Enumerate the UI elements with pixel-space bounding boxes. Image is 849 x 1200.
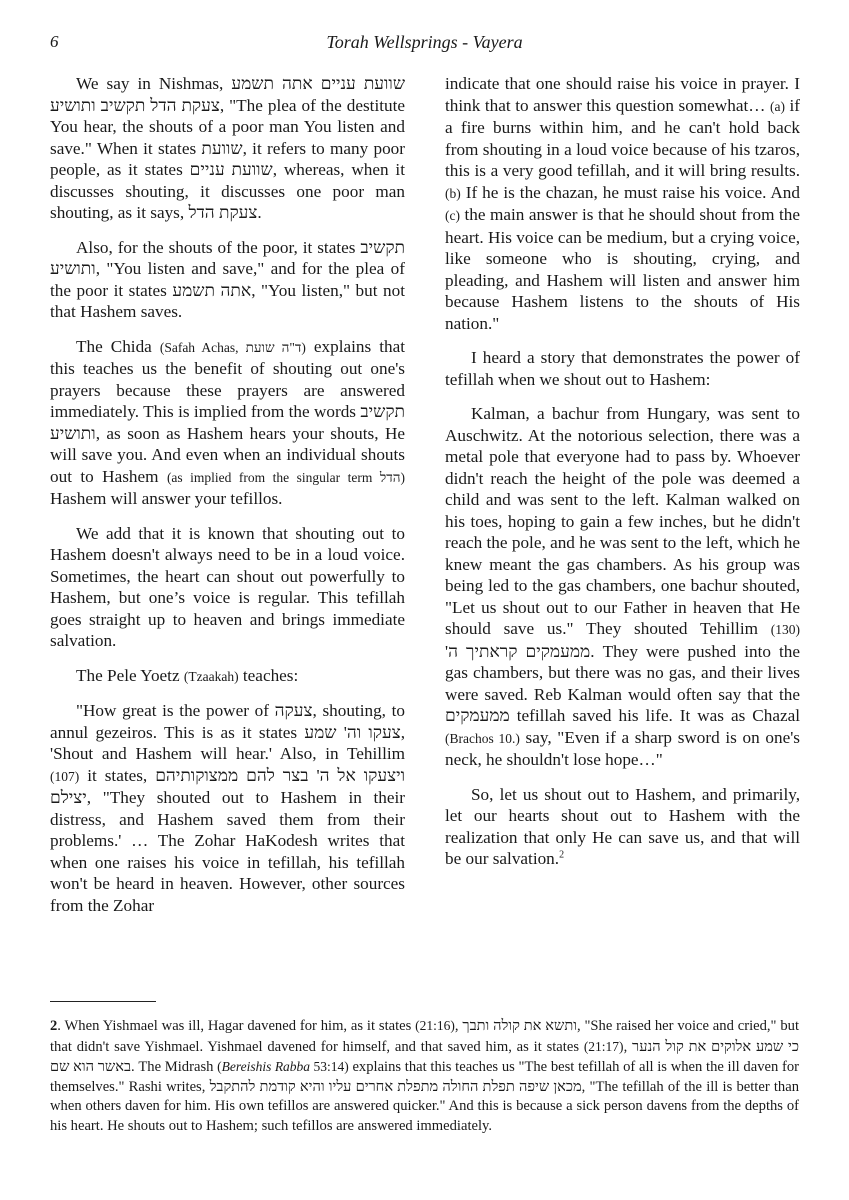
paragraph-chida: The Chida (Safah Achas, ד"ה שועת) explains that this teaches us the benefit of shouting out one's prayers because these prayers are answered immediately. This is implied from the words תקשיב ותושיע, as soon as Hashem hears your shouts, He will save you. And even when an individual shouts out to Hashem (as implied from the singular term הדל) Hashem will answer your tefillos. <box>50 336 406 508</box>
footnote-reference[interactable]: 2 <box>559 849 565 861</box>
paragraph-story-intro: I heard a story that demonstrates the power of tefillah when we shout out to Hashem: <box>445 348 800 389</box>
paragraph-kalman-story: Kalman, a bachur from Hungary, was sent to Auschwitz. At the notorious selection, there was a metal pole that everyone had to pass by. Whoever didn't reach the height of the pole was deemed a child and was sent to the left. Kalman walked on his toes, hoping to gain a few inches, but he didn't reach the pole, and he was sent to the left, which he knew meant the gas chambers. As his group was being led to the gas chambers, one bachur shouted, "Let us shout out to our Father in heaven that He should save us." They shouted Tehillim (130) ממעמקים קראתיך ה'. They were pushed into the gas chambers, but there was no gas, and their lives were saved. Reb Kalman would often say that the ממעמקים tefillah saved his life. It was as Chazal (Brachos 10.) say, "Even if a sharp sword is on one's neck, he shouldn't lose hope…" <box>445 404 801 769</box>
right-column <box>445 73 800 883</box>
footnote-divider <box>50 1001 156 1002</box>
footnote-number: 2 <box>50 1018 58 1034</box>
paragraph-conclusion: So, let us shout out to Hashem, and primarily, let our hearts shout out to Hashem with the realization that only He can save us, and that will be our salvation.$^2$ <box>445 784 800 868</box>
paragraph-shouts-of-poor: Also, for the shouts of the poor, it states תקשיב ותושיע, "You listen and save," and for the plea of the poor it states אתה תשמע, "You listen," but not that Hashem saves. <box>50 237 405 321</box>
paragraph-quote-start: "How great is the power of צעקה, shouting, to annul gezeiros. This is as it states צעקו וה' שמע, 'Shout and Hashem will hear.' Also, in Tehillim (107) it states, ויצעקו אל ה' בצר להם ממצוקותיהם יצילם, "They shouted out to Hashem in their distress, and Hashem saved them from their problems.' … The Zohar HaKodesh writes that when one raises his voice in tefillah, his tefillah won't be heard in heaven. However, other sources from the Zohar <box>50 701 406 915</box>
running-title: Torah Wellsprings - Vayera <box>326 32 523 52</box>
left-column <box>50 73 405 929</box>
page-header <box>50 32 799 56</box>
paragraph-quote-continued: indicate that one should raise his voice in prayer. I think that to answer this question somewhat… (a) if a fire burns within him, and he can't hold back from shouting in a loud voice because of his tzaros, this is a very good tefillah, and it will bring results. (b) If he is the chazan, he must raise his voice. And (c) the main answer is that he should shout from the heart. His voice can be medium, but a crying voice, like someone who is shouting, crying, and pleading, and Hashem will listen and answer him because Hashem listens to the shouts of His nation." <box>445 74 801 333</box>
paragraph-nishmas: We say in Nishmas, שוועת עניים אתה תשמע צעקת הדל תקשיב ותושיע, "The plea of the destitute You hear, the shouts of a poor man You listen and save." When it states שוועת, it refers to many poor people, as it states שוועת עניים, whereas, when it discusses shouting, it discusses one poor man shouting, as it says, צעקת הדל. <box>50 74 405 222</box>
page-number: 6 <box>50 32 59 51</box>
paragraph-pele-yoetz: The Pele Yoetz (Tzaakah) teaches: <box>76 665 299 685</box>
paragraph-heart-shout: We add that it is known that shouting out to Hashem doesn't always need to be in a loud voice. Sometimes, the heart can shout out powerfully to Hashem, but one’s voice is regular. This tefillah goes straight up to heaven and brings immediate salvation. <box>50 523 405 650</box>
footnote: 2. When Yishmael was ill, Hagar davened for him, as it states (21:16), ותשא את קולה ותבך, "She raised her voice and cried," but that didn't save Yishmael. Yishmael davened for himself, and that saved him, as it states (21:17), כי שמע אלוקים את קול הנער באשר הוא שם. The Midrash (Bereishis Rabba 53:14) explains that this teaches us "The best tefillah of all is when the ill daven for themselves." Rashi writes, מכאן שיפה תפלת החולה מתפלת אחרים עליו והיא קודמת להתקבל, "The tefillah of the ill is better than when others daven for him. His own tefillos are answered quicker." And this is because a sick person davens from the depths of his heart. He shouts out to Hashem; such tefillos are answered immediately. <box>50 1018 799 1134</box>
